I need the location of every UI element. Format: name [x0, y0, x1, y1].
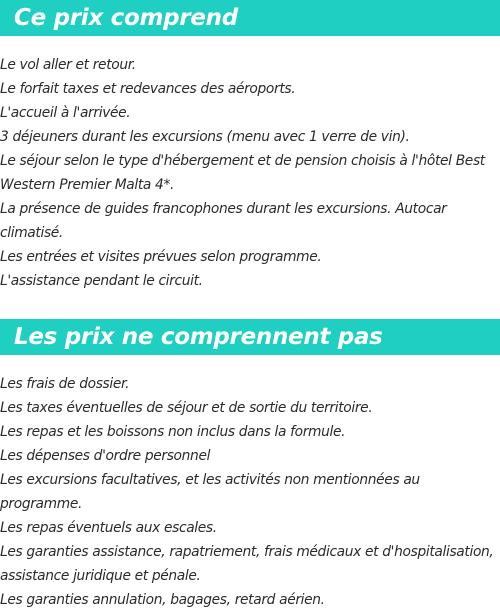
list-item: L'accueil à l'arrivée.: [0, 105, 131, 121]
list-item: Les frais de dossier.: [0, 376, 130, 392]
list-item: La présence de guides francophones durant les excursions. Autocar climatisé.: [0, 201, 447, 241]
list-item: Les entrées et visites prévues selon programme.: [0, 249, 322, 265]
excluded-list: [0, 372, 498, 612]
list-item: L'assistance pendant le circuit.: [0, 273, 203, 289]
list-item: Les excursions facultatives, et les activités non mentionnées au programme.: [0, 472, 420, 512]
list-item: Le séjour selon le type d'hébergement et de pension choisis à l'hôtel Best Western Premier Malta 4*.: [0, 153, 485, 193]
included-section-title: Ce prix comprend: [0, 0, 500, 36]
list-item: Les taxes éventuelles de séjour et de sortie du territoire.: [0, 400, 373, 416]
list-item: Les garanties annulation, bagages, retard aérien.: [0, 592, 325, 608]
list-item: Le forfait taxes et redevances des aéroports.: [0, 81, 296, 97]
list-item: Les repas et les boissons non inclus dans la formule.: [0, 424, 346, 440]
list-item: Les repas éventuels aux escales.: [0, 520, 217, 536]
list-item: Les dépenses d'ordre personnel: [0, 448, 211, 464]
included-list: [0, 53, 498, 293]
list-item: 3 déjeuners durant les excursions (menu avec 1 verre de vin).: [0, 129, 410, 145]
list-item: Les garanties assistance, rapatriement, frais médicaux et d'hospitalisation, assistance juridique et pénale.: [0, 544, 494, 584]
excluded-section-title: Les prix ne comprennent pas: [0, 319, 500, 355]
list-item: Le vol aller et retour.: [0, 57, 136, 73]
